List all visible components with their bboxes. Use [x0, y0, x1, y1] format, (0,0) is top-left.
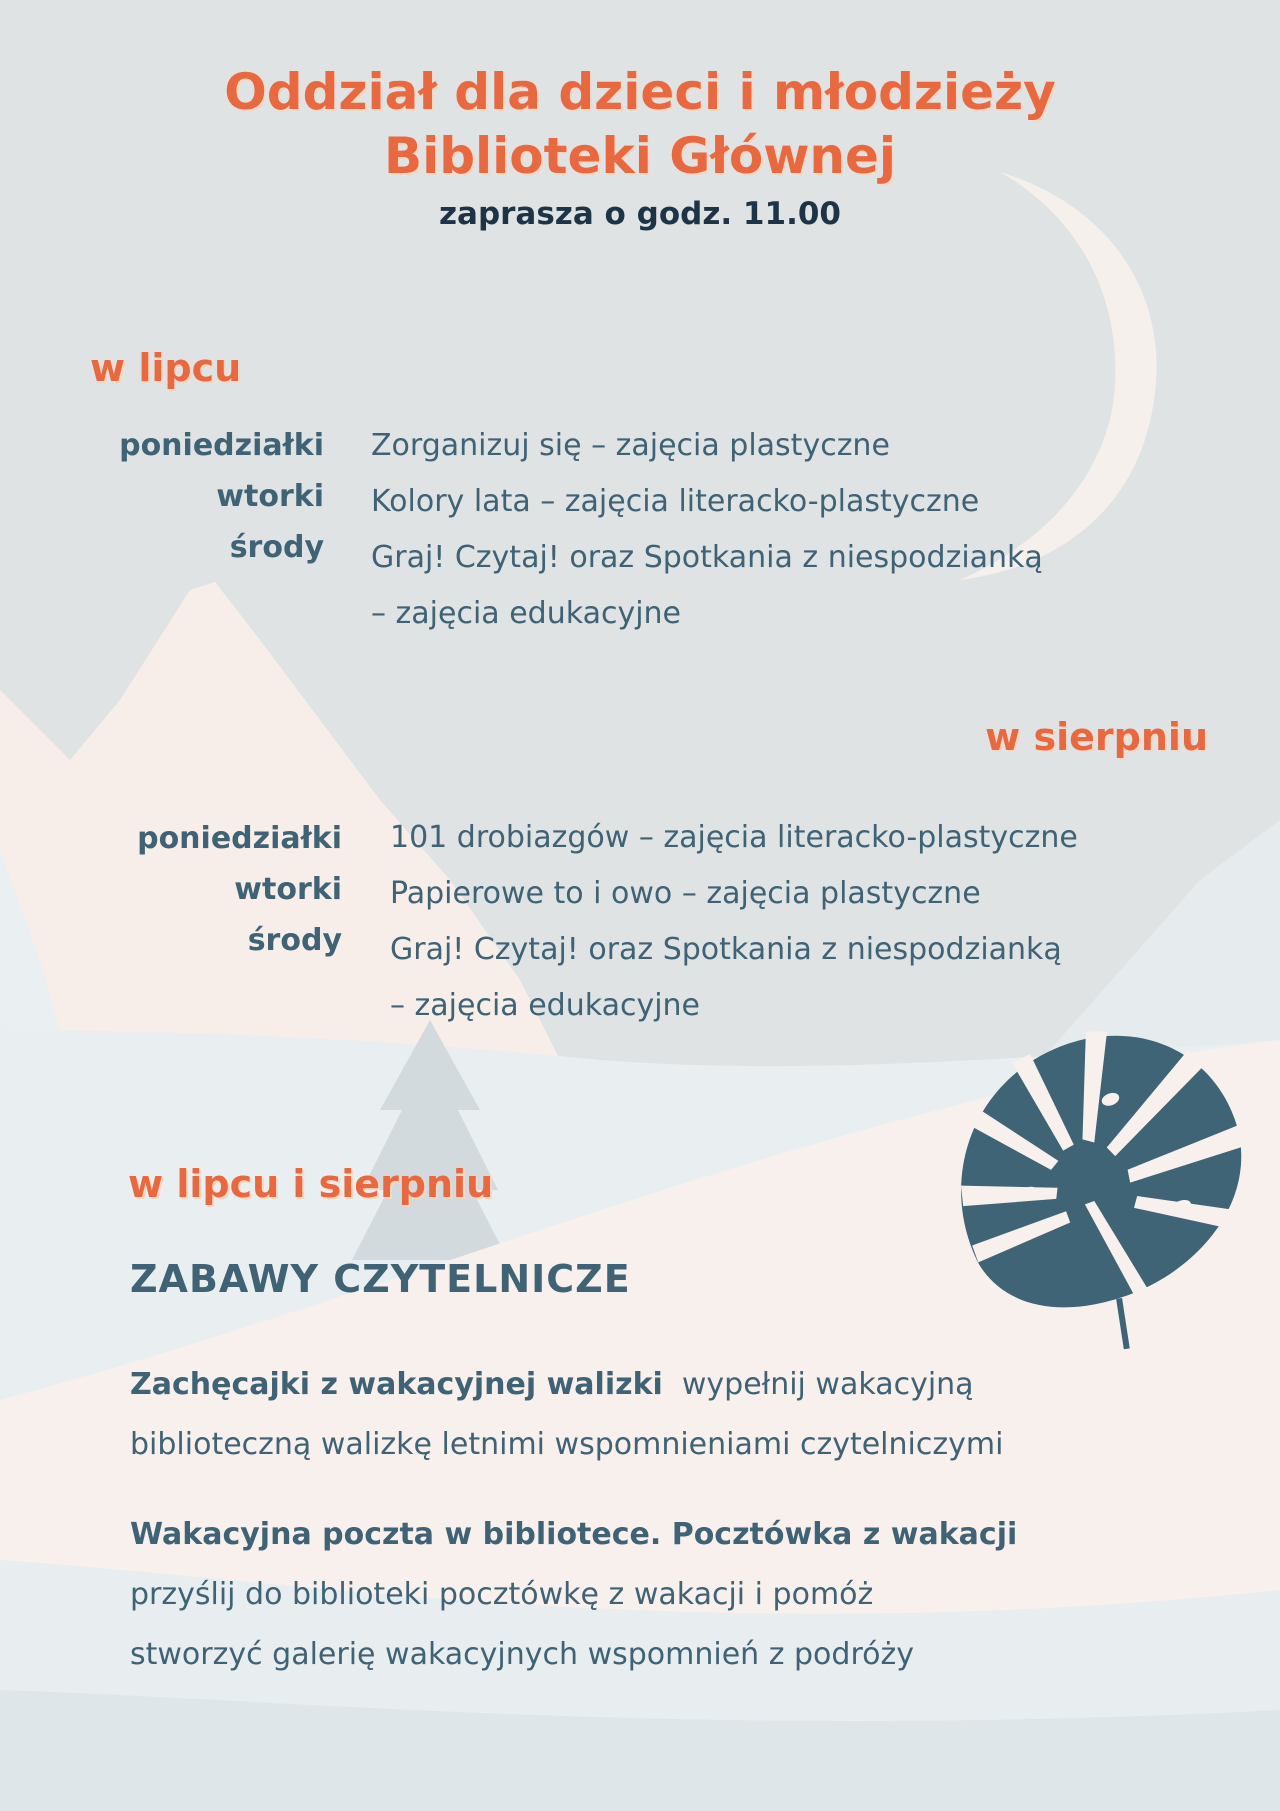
section-heading-august: w sierpniu	[985, 715, 1208, 759]
day-label: wtorki	[216, 479, 324, 514]
reading-game-desc-line2: biblioteczną walizkę letnimi wspomnieniami czytelniczymi	[130, 1427, 1004, 1462]
day-label: wtorki	[234, 872, 342, 907]
games-title: ZABAWY CZYTELNICZE	[130, 1257, 631, 1301]
activities-list-august	[390, 810, 1078, 1034]
reading-game-desc: wypełnij wakacyjną	[681, 1367, 974, 1402]
activity-item: Zorganizuj się – zajęcia plastyczne	[371, 428, 890, 463]
activity-item: Graj! Czytaj! oraz Spotkania z niespodzianką	[371, 540, 1043, 575]
reading-game-postcard	[130, 1505, 1210, 1685]
activity-item: Papierowe to i owo – zajęcia plastyczne	[390, 876, 981, 911]
reading-game-suitcase	[130, 1355, 1210, 1475]
day-label: poniedziałki	[137, 821, 342, 856]
day-label: środy	[229, 530, 324, 565]
activity-item: 101 drobiazgów – zajęcia literacko-plastyczne	[390, 820, 1078, 855]
reading-game-desc-line2: stworzyć galerię wakacyjnych wspomnień z podróży	[130, 1637, 914, 1672]
activity-item: – zajęcia edukacyjne	[390, 988, 701, 1023]
reading-game-title: Zachęcajki z wakacyjnej walizki	[130, 1367, 663, 1402]
activity-item: Graj! Czytaj! oraz Spotkania z niespodzianką	[390, 932, 1062, 967]
reading-game-title: Wakacyjna poczta w bibliotece. Pocztówka z wakacji	[130, 1517, 1018, 1552]
activity-item: Kolory lata – zajęcia literacko-plastyczne	[371, 484, 980, 519]
page-title: Oddział dla dzieci i młodzieży	[224, 63, 1056, 121]
days-list-august	[78, 813, 342, 966]
section-heading-july-august: w lipcu i sierpniu	[128, 1162, 494, 1206]
subtitle: zaprasza o godz. 11.00	[438, 196, 841, 232]
reading-game-desc: przyślij do biblioteki pocztówkę z wakacji i pomóż	[130, 1577, 874, 1612]
day-label: środy	[247, 923, 342, 958]
section-heading-july: w lipcu	[90, 346, 242, 390]
day-label: poniedziałki	[119, 428, 324, 463]
days-list-july	[60, 420, 324, 573]
activity-item: – zajęcia edukacyjne	[371, 596, 682, 631]
page-title-line2: Biblioteki Głównej	[383, 127, 897, 185]
activities-list-july	[371, 418, 1043, 642]
